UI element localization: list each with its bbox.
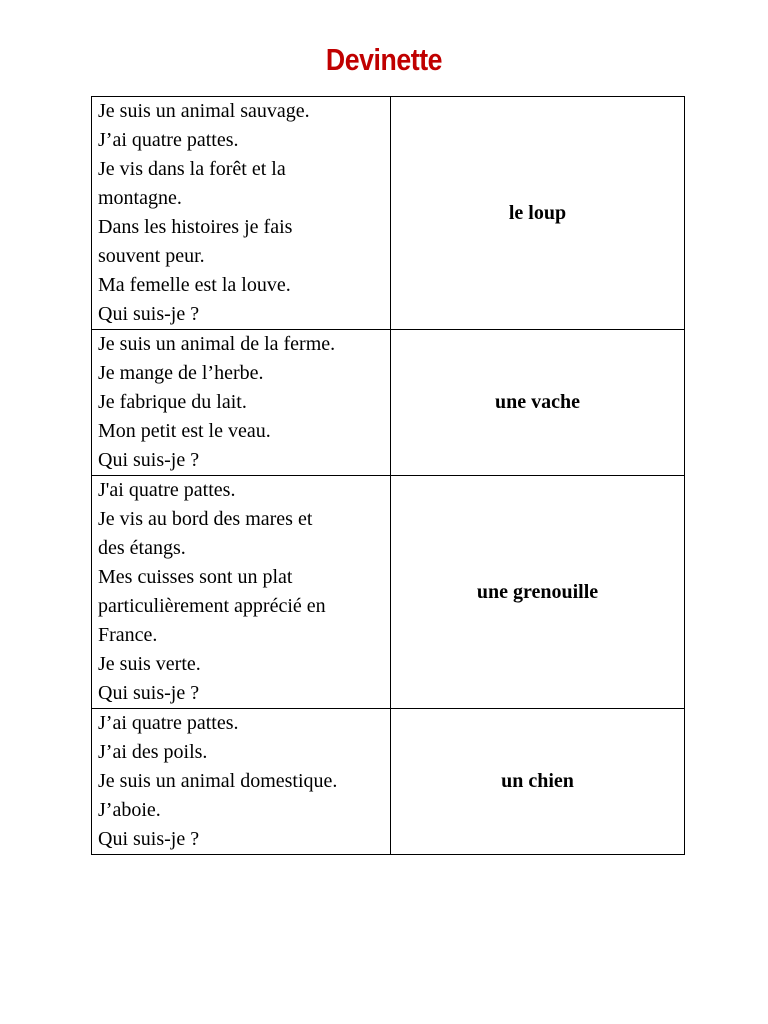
riddle-row-dog [92, 709, 685, 855]
riddle-row-wolf [92, 97, 685, 330]
clue-line: Je suis un animal domestique. [98, 770, 338, 792]
clue-line: Qui suis-je ? [98, 449, 200, 471]
clue-line: des étangs. [98, 537, 186, 559]
answer-cell: une vache [391, 330, 685, 476]
answer-cell: une grenouille [391, 476, 685, 709]
clue-line: Je suis verte. [98, 653, 201, 675]
answer-cell: un chien [391, 709, 685, 855]
clue-line: Mon petit est le veau. [98, 420, 271, 442]
clue-line: J'ai quatre pattes. [98, 479, 236, 501]
riddle-row-cow [92, 330, 685, 476]
clue-line: J’aboie. [98, 799, 161, 821]
clue-line: Qui suis-je ? [98, 828, 200, 850]
clue-cell [92, 709, 391, 855]
clue-line: particulièrement apprécié en [98, 595, 326, 617]
clue-cell [92, 476, 391, 709]
clue-line: Ma femelle est la louve. [98, 274, 291, 296]
answer-cell: le loup [391, 97, 685, 330]
clue-line: Je fabrique du lait. [98, 391, 247, 413]
clue-line: Dans les histoires je fais [98, 216, 293, 238]
riddle-table [91, 96, 685, 855]
clue-line: France. [98, 624, 158, 646]
clue-line: Qui suis-je ? [98, 303, 200, 325]
clue-line: souvent peur. [98, 245, 205, 267]
clue-line: J’ai quatre pattes. [98, 712, 239, 734]
clue-cell [92, 97, 391, 330]
clue-line: montagne. [98, 187, 182, 209]
riddle-row-frog [92, 476, 685, 709]
clue-line: Je vis dans la forêt et la [98, 158, 286, 180]
clue-line: Je vis au bord des mares et [98, 508, 313, 530]
clue-line: J’ai des poils. [98, 741, 208, 763]
page-title: Devinette [325, 42, 443, 77]
clue-line: Je suis un animal de la ferme. [98, 333, 336, 355]
clue-line: Je suis un animal sauvage. [98, 100, 310, 122]
clue-line: Qui suis-je ? [98, 682, 200, 704]
clue-cell [92, 330, 391, 476]
clue-line: Je mange de l’herbe. [98, 362, 264, 384]
clue-line: J’ai quatre pattes. [98, 129, 239, 151]
clue-line: Mes cuisses sont un plat [98, 566, 293, 588]
